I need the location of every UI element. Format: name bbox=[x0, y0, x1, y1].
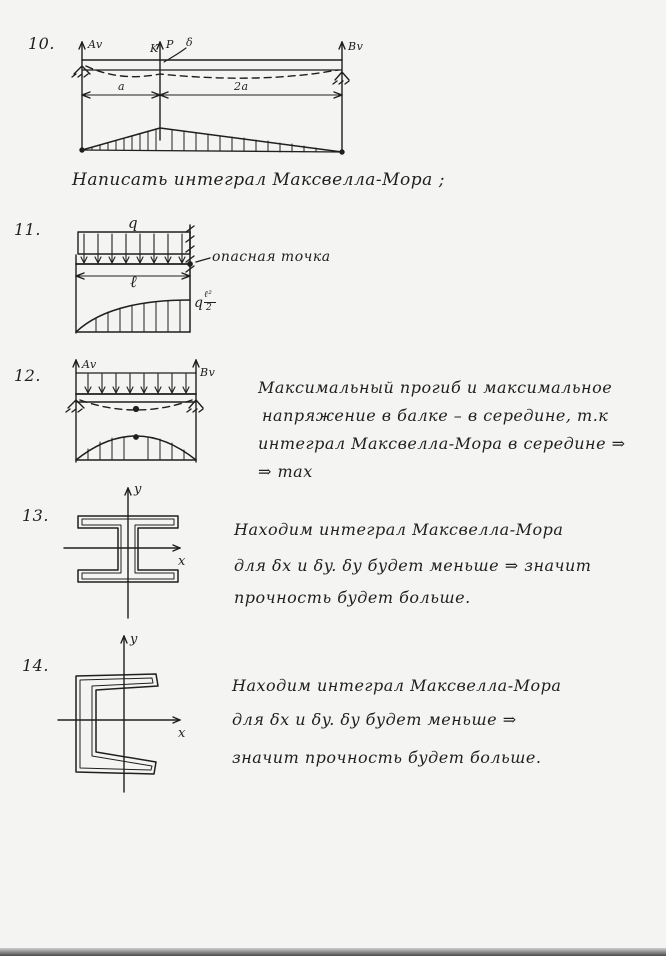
answer-line: Написать интеграл Максвелла-Мора ; bbox=[72, 170, 445, 190]
answer-line: ⇒ max bbox=[258, 462, 313, 481]
moment-numerator: ℓ² bbox=[204, 290, 213, 300]
beam-diagram-12 bbox=[66, 360, 203, 462]
i-section-13 bbox=[64, 488, 180, 618]
answer-line: Максимальный прогиб и максимальное bbox=[258, 378, 613, 397]
support-label-b: Bv bbox=[348, 40, 364, 53]
problem-number: 12. bbox=[14, 366, 41, 385]
segment-label-2a: 2a bbox=[234, 80, 249, 93]
problem-number: 13. bbox=[22, 506, 49, 525]
point-label-k: K bbox=[150, 42, 159, 55]
problem-number: 10. bbox=[28, 34, 55, 53]
support-label-a: Av bbox=[88, 38, 103, 51]
support-label-b: Bv bbox=[200, 366, 216, 379]
deflection-label: δ bbox=[186, 36, 194, 49]
moment-label: q bbox=[194, 295, 204, 311]
load-label-p: P bbox=[166, 38, 174, 51]
axis-label-x: x bbox=[178, 554, 186, 569]
scan-edge bbox=[0, 948, 666, 956]
length-label: ℓ bbox=[130, 272, 138, 291]
danger-point-note: опасная точка bbox=[212, 249, 331, 265]
answer-line: для δx и δy. δy будет меньше ⇒ значит bbox=[234, 556, 592, 575]
answer-line: Находим интеграл Максвелла-Мора bbox=[234, 520, 564, 539]
axis-label-y: y bbox=[130, 632, 138, 647]
answer-line: Находим интеграл Максвелла-Мора bbox=[232, 676, 562, 695]
problem-number: 14. bbox=[22, 656, 49, 675]
answer-line: значит прочность будет больше. bbox=[232, 748, 542, 767]
channel-section-14 bbox=[58, 636, 180, 792]
segment-label-a: a bbox=[118, 80, 126, 93]
problem-number: 11. bbox=[14, 220, 41, 239]
answer-line: прочность будет больше. bbox=[234, 588, 471, 607]
axis-label-x: x bbox=[178, 726, 186, 741]
moment-denominator: 2 bbox=[206, 303, 213, 313]
beam-diagram-10 bbox=[72, 42, 349, 154]
answer-line: для δx и δy. δy будет меньше ⇒ bbox=[232, 710, 517, 729]
beam-diagram-11 bbox=[76, 225, 213, 333]
support-label-a: Av bbox=[82, 358, 97, 371]
answer-line: напряжение в балке – в середине, т.к bbox=[262, 406, 609, 425]
axis-label-y: y bbox=[134, 482, 142, 497]
answer-line: интеграл Максвелла-Мора в середине ⇒ bbox=[258, 434, 626, 453]
load-label-q: q bbox=[128, 214, 139, 232]
